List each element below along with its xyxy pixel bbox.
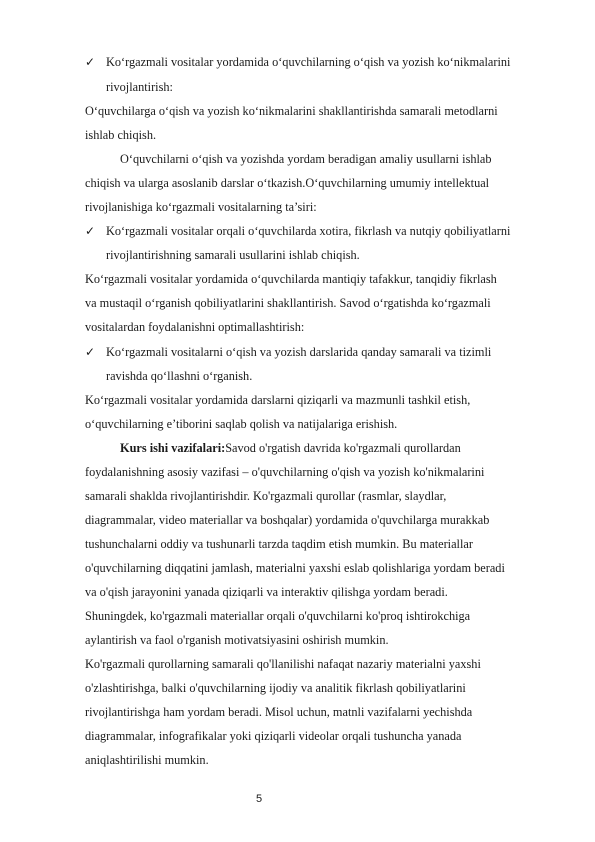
bullet-text: rivojlantirishning samarali usullarini ishlab chiqish.: [106, 248, 360, 262]
bullet-text: rivojlantirish:: [106, 80, 173, 94]
body-text: chiqish va ularga asoslanib darslar o‘tkazish.O‘quvchilarning umumiy intellektual: [85, 176, 490, 190]
body-text: diagrammalar, video materiallar va boshqalar) yordamida o'quvchilarga murakkab: [85, 513, 490, 527]
checkmark-icon: ✓: [85, 345, 96, 359]
body-text: Ko‘rgazmali vositalar yordamida darslarni qiziqarli va mazmunli tashkil etish,: [85, 393, 471, 407]
body-text: rivojlanishiga ko‘rgazmali vositalarning ta’siri:: [85, 200, 317, 214]
body-text: ishlab chiqish.: [85, 128, 157, 142]
body-text: o‘quvchilarning e’tiborini saqlab qolish va natijalariga erishish.: [85, 417, 398, 431]
body-text: aylantirish va faol o'rganish motivatsiyasini oshirish mumkin.: [85, 633, 389, 647]
body-text: Ko‘rgazmali vositalar yordamida o‘quvchilarda mantiqiy tafakkur, tanqidiy fikrlash: [85, 272, 497, 286]
section-label: Kurs ishi vazifalari:: [120, 441, 226, 455]
body-text: rivojlantirishga ham yordam beradi. Misol uchun, matnli vazifalarni yechishda: [85, 705, 473, 719]
checkmark-icon: ✓: [85, 224, 96, 238]
body-text: foydalanishning asosiy vazifasi – o'quvchilarning o'qish va yozish ko'nikmalarini: [85, 465, 485, 479]
body-text: diagrammalar, infografikalar yoki qiziqarli videolar orqali tushuncha yanada: [85, 729, 462, 743]
body-text: va mustaqil o‘rganish qobiliyatlarini shakllantirish. Savod o‘rgatishda ko‘rgazmali: [85, 296, 491, 310]
body-text: Ko'rgazmali qurollarning samarali qo'llanilishi nafaqat nazariy materialni yaxshi: [85, 657, 481, 671]
body-text: vositalardan foydalanishni optimallashtirish:: [85, 320, 305, 334]
checkmark-icon: ✓: [85, 55, 96, 69]
body-text: o'quvchilarning diqqatini jamlash, materialni yaxshi eslab qolishlariga yordam beradi: [85, 561, 505, 575]
body-text: tushunchalarni oddiy va tushunarli tarzda taqdim etish mumkin. Bu materiallar: [85, 537, 473, 551]
body-text: va o'qish jarayonini yanada qiziqarli va interaktiv qilishga yordam beradi.: [85, 585, 448, 599]
page-number: 5: [256, 793, 263, 805]
bullet-text: Ko‘rgazmali vositalar yordamida o‘quvchilarning o‘qish va yozish ko‘nikmalarini: [106, 55, 511, 69]
body-text-inline: Savod o'rgatish davrida ko'rgazmali qurollardan: [225, 441, 461, 455]
body-text: aniqlashtirilishi mumkin.: [85, 753, 209, 767]
body-text: [120, 441, 461, 455]
bullet-text: Ko‘rgazmali vositalar orqali o‘quvchilarda xotira, fikrlash va nutqiy qobiliyatlarni: [106, 224, 511, 238]
body-text: O‘quvchilarga o‘qish va yozish ko‘nikmalarini shakllantirishda samarali metodlarni: [85, 104, 498, 118]
bullet-text: Ko‘rgazmali vositalarni o‘qish va yozish darslarida qanday samarali va tizimli: [106, 345, 492, 359]
body-text: o'zlashtirishga, balki o'quvchilarning ijodiy va analitik fikrlash qobiliyatlarini: [85, 681, 466, 695]
body-text: samarali shaklda rivojlantirishdir. Ko'rgazmali qurollar (rasmlar, slaydlar,: [85, 489, 447, 503]
body-text: O‘quvchilarni o‘qish va yozishda yordam beradigan amaliy usullarni ishlab: [120, 152, 492, 166]
bullet-text: ravishda qo‘llashni o‘rganish.: [106, 369, 253, 383]
body-text: Shuningdek, ko'rgazmali materiallar orqali o'quvchilarni ko'proq ishtirokchiga: [85, 609, 471, 623]
